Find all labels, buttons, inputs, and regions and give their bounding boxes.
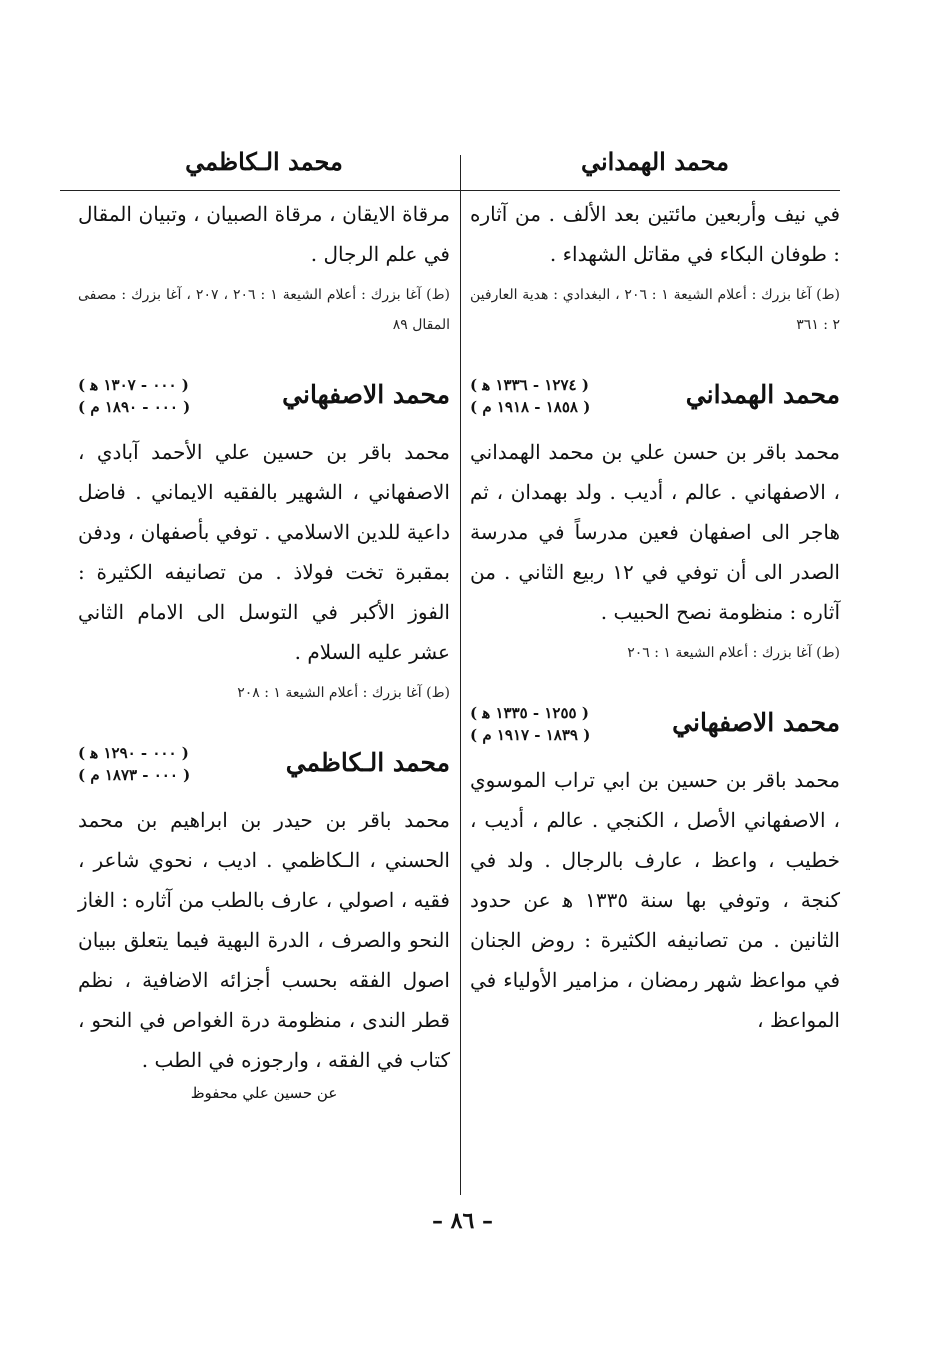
- right-intro-text: في نيف وأربعين مائتين بعد الألف . من آثاره : طوفان البكاء في مقاتل الشهداء .: [470, 202, 840, 266]
- dates-hijri: ( ١٢٥٥ - ١٣٣٥ ﻫ ): [470, 704, 589, 722]
- entry-kazimi: [78, 742, 450, 1102]
- dates-hijri: ( ٠٠٠ - ١٢٩٠ ﻫ ): [78, 744, 189, 762]
- entry-isfahani-kanji: [470, 702, 840, 1040]
- entry-text: محمد باقر بن حسن علي بن محمد الهمداني ، الاصفهاني . عالم ، أديب . ولد بهمدان ، ثم هاجر الى اصفهان فعين مدرساً في مدرسة الصدر الى أن توفي في ١٢ ربيع الثاني . من آثاره : منظومة نصح الحبيب .: [470, 440, 840, 624]
- entry-text: محمد باقر بن حيدر بن ابراهيم بن محمد الحسني ، الـكاظمي . اديب ، نحوي شاعر ، فقيه ، اصولي ، عارف بالطب من آثاره : الغاز النحو والصرف ، الدرة البهية فيما يتعلق ببيان اصول الفقه بحسب أجزائه الاضافية ، نظم قطر الندى ، منظومة درة الغواص في النحو ، كتاب في الفقه ، وارجوزه في الطب .: [78, 808, 450, 1072]
- entry-name: محمد الاصفهاني: [672, 708, 840, 737]
- entry-dates: [78, 374, 190, 418]
- right-column: [470, 140, 840, 1040]
- dates-hijri: ( ١٢٧٤ - ١٣٣٦ ﻫ ): [470, 376, 589, 394]
- left-intro-text: مرقاة الايقان ، مرقاة الصبيان ، وتبيان المقال في علم الرجال .: [78, 202, 450, 266]
- author-signature: عن حسين علي محفوظ: [190, 1084, 338, 1102]
- dates-gregorian: ( ١٨٣٩ - ١٩١٧ م ): [470, 726, 591, 744]
- page-number: – ٨٦ –: [432, 1208, 493, 1234]
- entry-reference: (ط) آغا بزرك : أعلام الشيعة ١ : ٢٠٨: [237, 685, 450, 701]
- dates-hijri: ( ٠٠٠ - ١٣٠٧ ﻫ ): [78, 376, 189, 394]
- dates-gregorian: ( ١٨٥٨ - ١٩١٨ م ): [470, 398, 591, 416]
- entry-isfahani-ahmadabadi: [78, 374, 450, 708]
- entry-dates: [78, 742, 190, 786]
- running-head-right: محمد الهمداني: [580, 147, 730, 176]
- column-divider: [460, 155, 461, 1195]
- entry-heading: [470, 702, 840, 754]
- entry-text: محمد باقر بن حسين علي الأحمد آبادي ، الاصفهاني ، الشهير بالفقيه الايماني . فاضل داعية للدين الاسلامي . توفي بأصفهان ، ودفن بمقبرة تخت فولاذ . من تصانيفه الكثيرة : الفوز الأكبر في التوسل الى الامام الثاني عشر عليه السلام .: [78, 440, 450, 664]
- left-intro-reference: (ط) آغا بزرك : أعلام الشيعة ١ : ٢٠٦ ، ٢٠٧ ، آغا بزرك : مصفى المقال ٨٩: [78, 287, 450, 333]
- entry-heading: [78, 374, 450, 426]
- entry-heading: [78, 742, 450, 794]
- entry-heading: [470, 374, 840, 426]
- entry-name: محمد الهمداني: [685, 380, 840, 409]
- entry-name: محمد الاصفهاني: [282, 380, 450, 409]
- dates-gregorian: ( ٠٠٠ - ١٨٩٠ م ): [78, 398, 191, 416]
- entry-dates: [470, 374, 590, 418]
- running-head-left: محمد الـكاظمي: [185, 147, 343, 176]
- entry-reference: (ط) آغا بزرك : أعلام الشيعة ١ : ٢٠٦: [627, 645, 840, 661]
- left-column: [78, 140, 450, 1102]
- entry-dates: [470, 702, 590, 746]
- entry-text: محمد باقر بن حسين بن ابي تراب الموسوي ، الاصفهاني الأصل ، الكنجي . عالم ، أديب ، خطيب ، واعظ ، عارف بالرجال . ولد في كنجة ، وتوفي بها سنة ١٣٣٥ ﻫ عن حدود الثانين . من تصانيفه الكثيرة : روض الجنان في مواعظ شهر رمضان ، مزامير الأولياء في المواعظ ،: [470, 768, 840, 1032]
- dates-gregorian: ( ٠٠٠ - ١٨٧٣ م ): [78, 766, 191, 784]
- entry-name: محمد الـكاظمي: [285, 748, 450, 777]
- right-intro-reference: (ط) آغا بزرك : أعلام الشيعة ١ : ٢٠٦ ، البغدادي : هدية العارفين ٢ : ٣٦١: [470, 287, 840, 333]
- entry-hamadani: [470, 374, 840, 668]
